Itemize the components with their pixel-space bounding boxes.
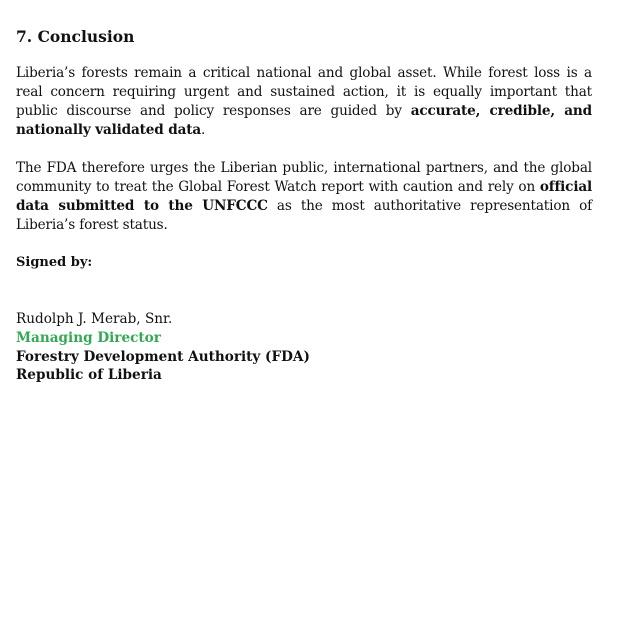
signatory-organization: Forestry Development Authority (FDA) (16, 348, 310, 365)
conclusion-paragraph-1 (16, 64, 592, 140)
paragraph-1-emphasis: accurate, credible, and nationally validated data (16, 103, 592, 138)
signatory-name: Rudolph J. Merab, Snr. (16, 311, 173, 327)
conclusion-paragraph-2 (16, 159, 592, 235)
signed-by-label: Signed by: (16, 255, 93, 270)
document-page (16, 27, 592, 385)
signature-block (16, 310, 592, 385)
paragraph-1-end: . (201, 122, 206, 138)
signatory-title: Managing Director (16, 329, 161, 346)
signatory-country: Republic of Liberia (16, 367, 162, 384)
paragraph-1-text: Liberia’s forests remain a critical national and global asset. While forest loss is a real concern requiring urgent and sustained action, it is equally important that public discourse and policy responses are guided by (16, 65, 592, 119)
paragraph-2-text: The FDA therefore urges the Liberian public, international partners, and the global community to treat the Global Forest Watch report with caution and rely on (16, 160, 592, 195)
section-heading: 7. Conclusion (16, 27, 135, 46)
paragraph-2-emphasis: official data submitted to the UNFCCC (16, 179, 592, 214)
paragraph-2-end: as the most authoritative representation of Liberia’s forest status. (16, 198, 592, 233)
